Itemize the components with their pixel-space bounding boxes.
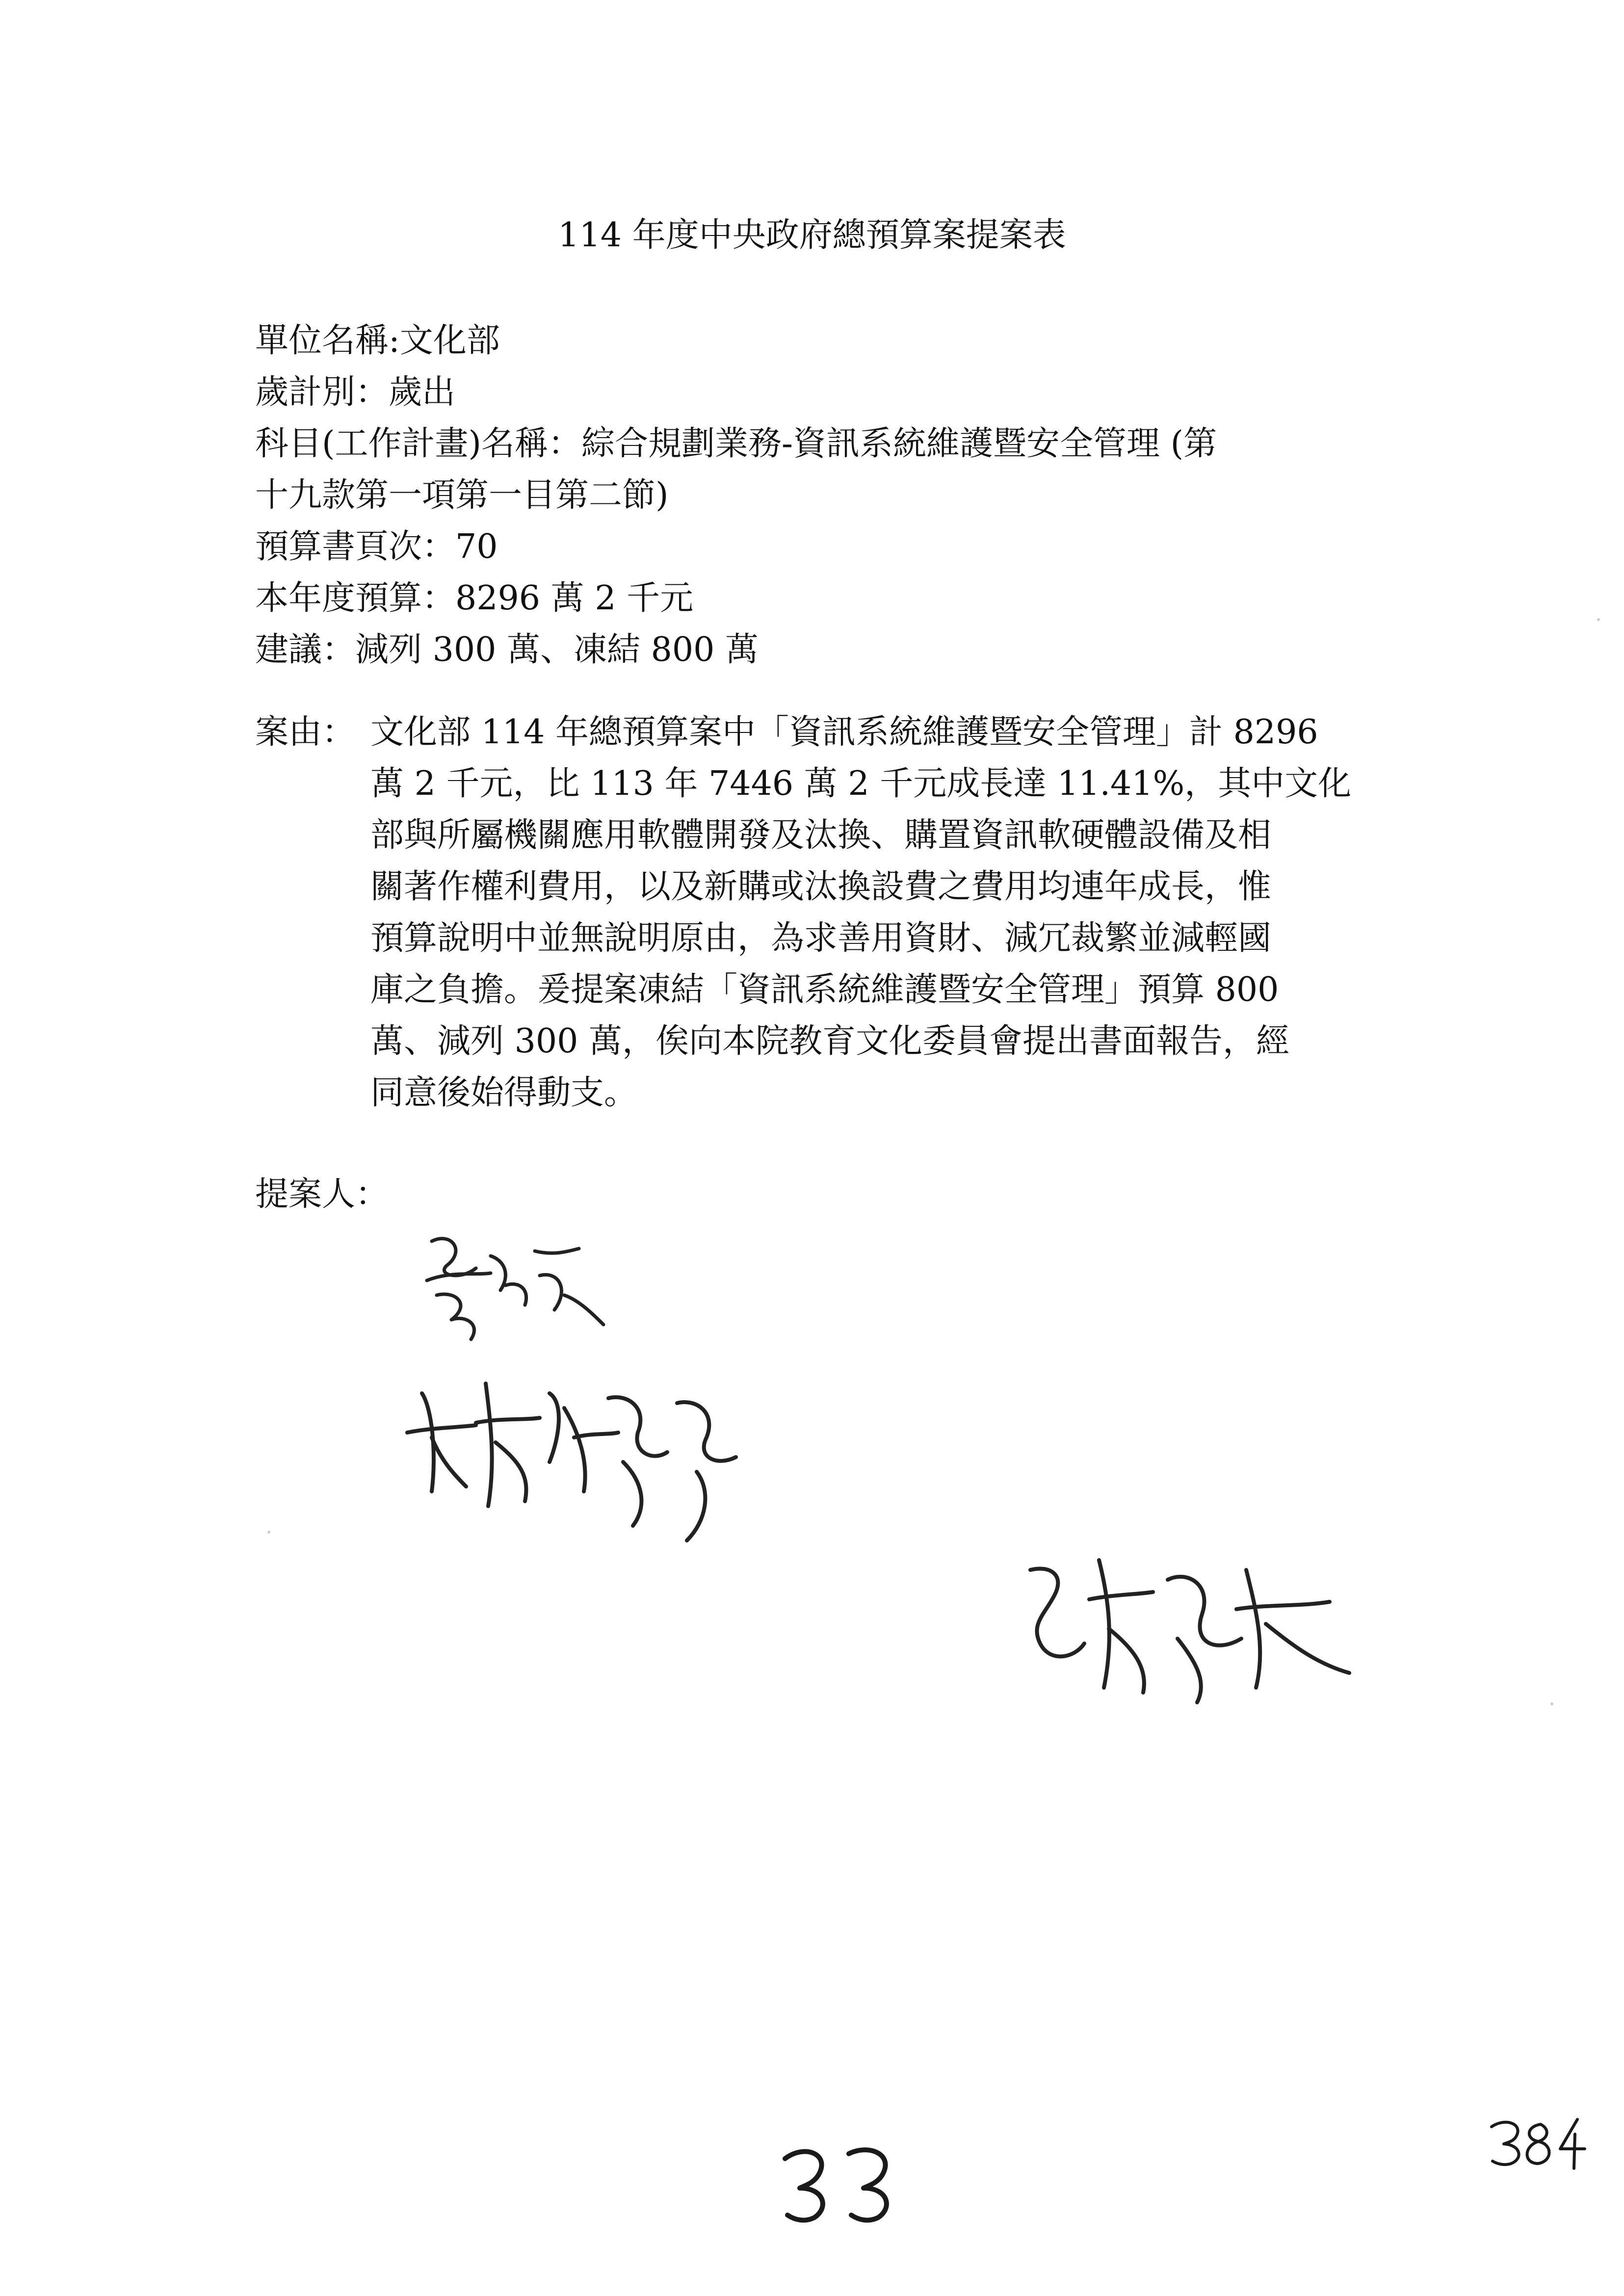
signature-2 (402, 1364, 756, 1560)
field-budget-page: 預算書頁次：70 (255, 527, 498, 566)
signature-1 (407, 1222, 613, 1344)
field-current-budget: 本年度預算：8296 萬 2 千元 (255, 579, 694, 618)
reason-line: 庫之負擔。爰提案凍結「資訊系統維護暨安全管理」預算 800 (370, 970, 1279, 1009)
signature-3 (1011, 1540, 1364, 1717)
document-title: 114 年度中央政府總預算案提案表 (558, 216, 1066, 255)
handwritten-corner-number (1487, 2114, 1590, 2173)
field-subject-line2: 十九款第一項第一目第二節) (255, 476, 669, 515)
proposer-label: 提案人： (255, 1175, 389, 1214)
reason-line: 文化部 114 年總預算案中「資訊系統維護暨安全管理」計 8296 (370, 713, 1318, 752)
field-subject-line1: 科目(工作計畫)名稱：綜合規劃業務-資訊系統維護暨安全管理 (第 (255, 424, 1217, 463)
reason-line: 萬、減列 300 萬，俟向本院教育文化委員會提出書面報告，經 (370, 1022, 1290, 1061)
handwritten-page-number (775, 2134, 903, 2227)
field-suggestion: 建議：減列 300 萬、凍結 800 萬 (255, 630, 759, 669)
reason-line: 關著作權利費用，以及新購或汰換設費之費用均連年成長，惟 (370, 867, 1272, 906)
reason-line: 同意後始得動支。 (370, 1073, 638, 1112)
field-unit-name: 單位名稱:文化部 (255, 321, 500, 360)
field-fiscal-category: 歲計別：歲出 (255, 373, 456, 412)
reason-line: 預算說明中並無說明原由，為求善用資財、減冗裁繁並減輕國 (370, 919, 1272, 958)
reason-line: 部與所屬機關應用軟體開發及汰換、購置資訊軟硬體設備及相 (370, 816, 1272, 855)
reason-line: 萬 2 千元，比 113 年 7446 萬 2 千元成長達 11.41%，其中文化 (370, 764, 1352, 803)
reason-label: 案由： (255, 713, 356, 752)
